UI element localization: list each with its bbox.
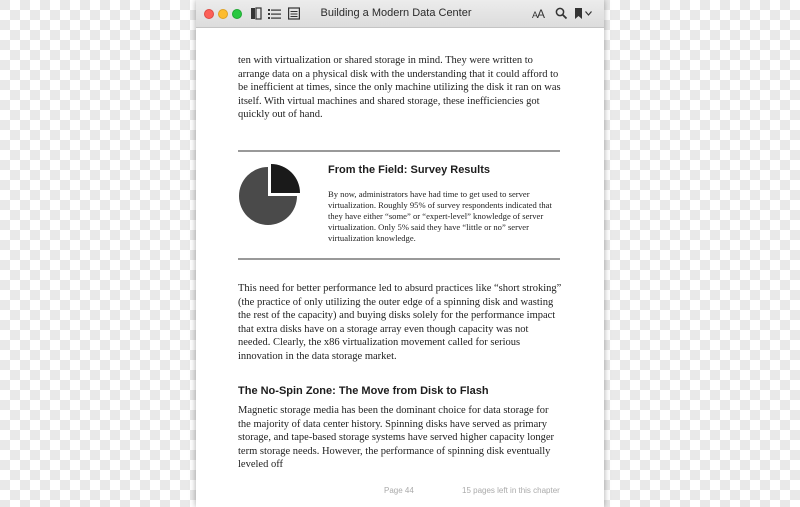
paragraph: This need for better performance led to absurd practices like “short stroking” (the practice of only utilizing the outer edge of a spinning disk and wasting the rest of the capacity) and buying disks solely for the performance impact that extra disks have on a storage array even though capacity was not needed. Clearly, the x86 virtualization movement called for serious innovation in the data storage market. xyxy=(238,283,562,362)
bookmark-icon[interactable] xyxy=(574,7,583,20)
sidebar-text: By now, administrators have had time to get used to server virtualization. Roughly 95% of survey respondents indicated that they have either “some” or “expert-level” knowledge of server virtualization. Only 5% said they have “little or no” server virtualization knowledge. xyxy=(328,189,552,243)
title-bar[interactable] xyxy=(196,0,604,28)
zoom-button[interactable] xyxy=(232,9,242,19)
paragraph: ten with virtualization or shared storage in mind. They were written to arrange data on a physical disk with the understanding that it could afford to be inefficient at times, since the only machine utilizing the disk it ran on was itself. With virtual machines and shared storage, these inefficiencies got quickly out of hand. xyxy=(238,55,561,120)
divider xyxy=(238,258,560,260)
library-icon[interactable] xyxy=(250,7,262,20)
paragraph: Magnetic storage media has been the dominant choice for data storage for the majority of data center history. Spinning disks have served as primary storage, and tape-based storage systems have served higher capacity longer term storage needs. However, the performance of spinning disk eventually leveled off xyxy=(238,405,555,470)
close-button[interactable] xyxy=(204,9,214,19)
book-page[interactable] xyxy=(196,29,604,507)
table-of-contents-icon[interactable] xyxy=(268,7,281,20)
ibooks-window xyxy=(196,0,604,507)
pages-left-in-chapter: 15 pages left in this chapter xyxy=(462,486,560,495)
pie-slice-little-or-no xyxy=(271,164,300,193)
font-size-icon[interactable]: AA xyxy=(532,7,545,21)
sidebar-heading: From the Field: Survey Results xyxy=(328,164,490,176)
search-icon[interactable] xyxy=(555,7,568,20)
survey-pie-chart xyxy=(238,162,302,226)
window-title: Building a Modern Data Center xyxy=(320,7,472,19)
page-number: Page 44 xyxy=(384,486,414,495)
divider xyxy=(238,150,560,152)
section-heading: The No-Spin Zone: The Move from Disk to Flash xyxy=(238,385,489,397)
chevron-down-icon[interactable] xyxy=(585,11,592,16)
minimize-button[interactable] xyxy=(218,9,228,19)
